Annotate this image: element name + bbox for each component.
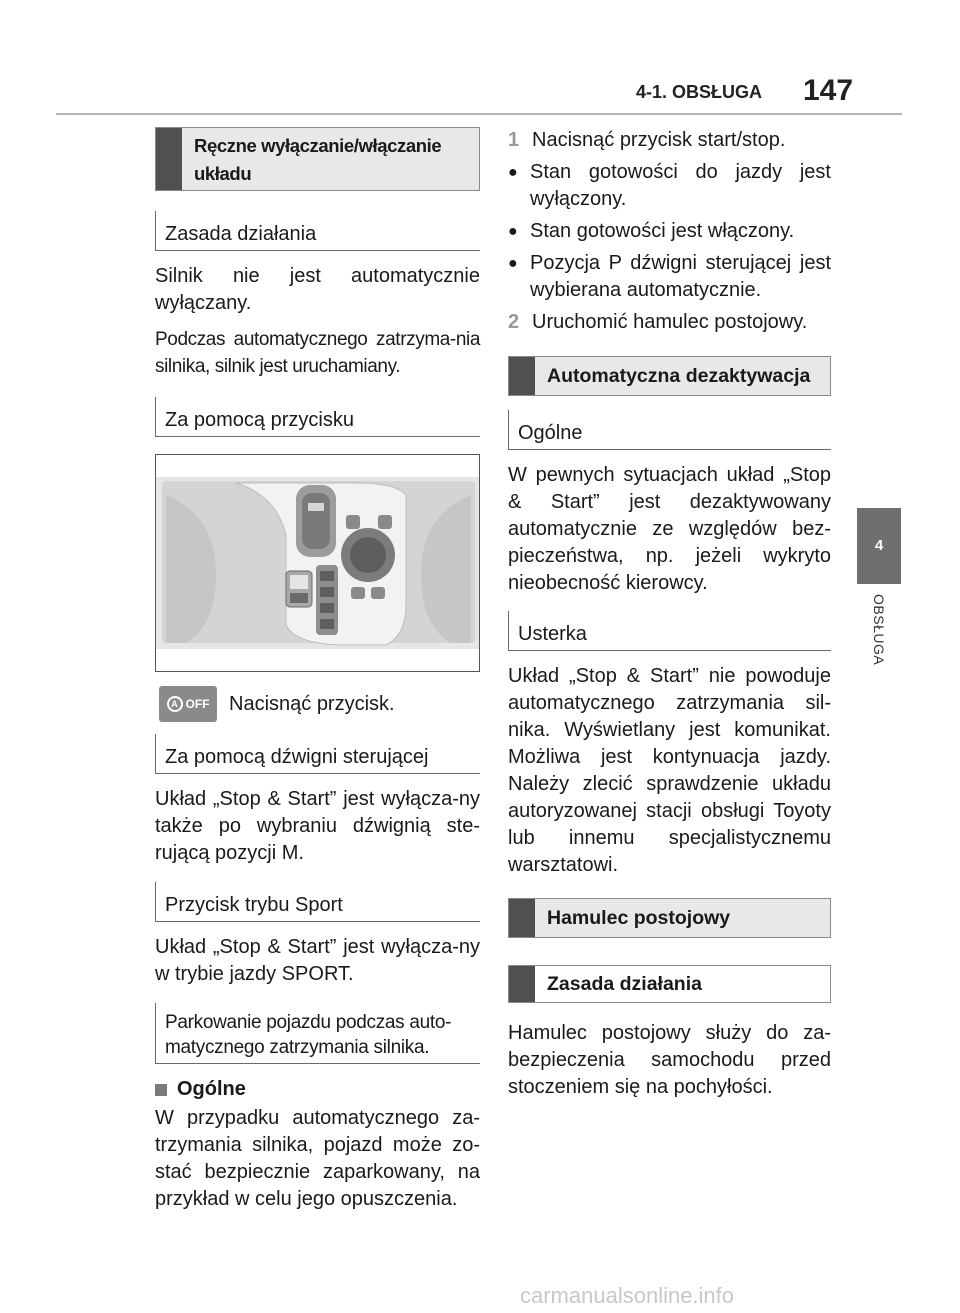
paragraph: W pewnych sytuacjach układ „Stop & Start” jest dezaktywowany automatycznie ze względów bez-pieczeństwa, np. jeżeli wykryto nieobecność kierowcy. xyxy=(508,464,831,594)
step-text: Nacisnąć przycisk start/stop. xyxy=(532,129,786,151)
subheading-principle: Zasada działania xyxy=(155,211,480,251)
section-box-bar xyxy=(509,357,535,395)
step-1 xyxy=(508,127,831,154)
chapter-label-text: OBSŁUGA xyxy=(871,594,887,666)
chapter-tab[interactable]: 4 xyxy=(857,508,901,584)
subheading-lever: Za pomocą dźwigni sterującej xyxy=(155,734,480,774)
left-column xyxy=(155,127,480,1213)
section-box-bar xyxy=(509,899,535,937)
header-rule xyxy=(56,113,902,115)
center-console-image xyxy=(156,455,480,672)
heading-general-text: Ogólne xyxy=(177,1078,246,1100)
step-number: 1 xyxy=(508,129,520,151)
bullet-dot-icon: ● xyxy=(508,255,518,272)
section-box-principle xyxy=(508,965,831,1003)
right-column xyxy=(508,127,831,1101)
paragraph: W przypadku automatycznego za-trzymania silnika, pojazd może zo-stać bezpiecznie zaparkowany, na przykład w celu jego opuszczenia. xyxy=(155,1107,480,1210)
bullet-dot-icon: ● xyxy=(508,164,518,181)
section-box-title: Hamulec postojowy xyxy=(547,907,731,929)
section-box-parking-brake xyxy=(508,898,831,938)
paragraph: Silnik nie jest automatycznie wyłączany. xyxy=(155,265,480,314)
section-box-title: Ręczne wyłączanie/włączanie układu xyxy=(194,135,442,184)
page-number: 147 xyxy=(803,74,854,107)
page-header xyxy=(0,0,960,120)
bullet-text: Pozycja P dźwigni sterującej jest wybierana automatycznie. xyxy=(530,252,831,301)
bullet-item xyxy=(508,159,831,213)
section-box-bar xyxy=(509,966,535,1002)
square-bullet-icon xyxy=(155,1084,167,1096)
bullet-text: Stan gotowości jest włączony. xyxy=(530,220,795,242)
icon-description: Nacisnąć przycisk. xyxy=(229,692,395,715)
paragraph: Podczas automatycznego zatrzyma-nia silnika, silnik jest uruchamiany. xyxy=(155,329,480,377)
watermark: carmanualsonline.info xyxy=(520,1283,735,1308)
off-button-row xyxy=(159,686,480,722)
bullet-dot-icon: ● xyxy=(508,223,518,240)
bullet-item xyxy=(508,250,831,304)
paragraph: Układ „Stop & Start” jest wyłącza-ny w trybie jazdy SPORT. xyxy=(155,936,480,985)
heading-general xyxy=(155,1076,480,1103)
bullet-item xyxy=(508,218,831,245)
subheading-fault: Usterka xyxy=(508,611,831,651)
paragraph: Układ „Stop & Start” jest wyłącza-ny także po wybraniu dźwignią ste-rującą pozycji M. xyxy=(155,788,480,864)
chapter-label xyxy=(867,594,891,694)
section-box-manual xyxy=(155,127,480,191)
auto-start-stop-off-icon: A OFF xyxy=(159,686,217,722)
section-box-auto-deactivation xyxy=(508,356,831,396)
subheading-sport: Przycisk trybu Sport xyxy=(155,882,480,922)
paragraph: Hamulec postojowy służy do za-bezpieczenia samochodu przed stoczeniem się na pochyłości. xyxy=(508,1022,831,1098)
section-title: 4-1. OBSŁUGA xyxy=(636,82,763,102)
subheading-parking: Parkowanie pojazdu podczas auto-matycznego zatrzymania silnika. xyxy=(155,1003,480,1064)
subheading-button: Za pomocą przycisku xyxy=(155,397,480,437)
section-box-bar xyxy=(156,128,182,190)
paragraph: Układ „Stop & Start” nie powoduje automatycznego zatrzymania sil-nika. Wyświetlany jest komunikat. Możliwa jest kontynuacja jazdy. Należy zlecić sprawdzenie układu autoryzowanej stacji obsługi Toyoty lub innemu specjalistycznemu warsztatowi. xyxy=(508,665,831,876)
subheading-general: Ogólne xyxy=(508,410,831,450)
step-text: Uruchomić hamulec postojowy. xyxy=(532,311,808,333)
bullet-text: Stan gotowości do jazdy jest wyłączony. xyxy=(530,161,831,210)
section-box-title: Automatyczna dezaktywacja xyxy=(547,365,811,387)
console-illustration xyxy=(155,454,480,672)
step-number: 2 xyxy=(508,311,520,333)
step-2 xyxy=(508,309,831,336)
section-box-title: Zasada działania xyxy=(547,973,702,995)
